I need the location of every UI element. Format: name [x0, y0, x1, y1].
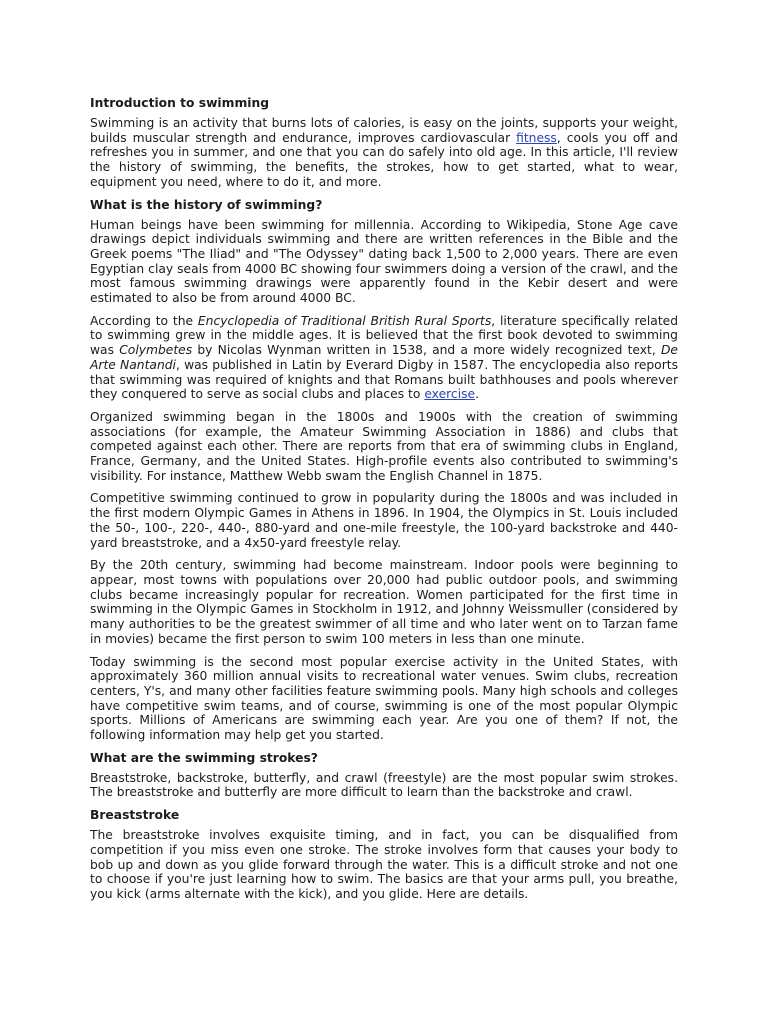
- history-2-text-3: by Nicolas Wynman written in 1538, and a more widely recognized text,: [192, 343, 661, 358]
- fitness-link[interactable]: fitness: [516, 130, 557, 145]
- heading-history: What is the history of swimming?: [90, 197, 323, 212]
- heading-swimming-strokes: What are the swimming strokes?: [90, 750, 318, 765]
- heading-breaststroke: Breaststroke: [90, 808, 180, 823]
- paragraph-history-4: Competitive swimming continued to grow in popularity during the 1800s and was included in the first modern Olympic Games in Athens in 1896. In 1904, the Olympics in St. Louis included the 50-, 100-, 220-, 440-, 880-yard and one-mile freestyle, the 100-yard backstroke and 440-yard breaststroke, and a 4x50-yard freestyle relay.: [90, 491, 678, 550]
- paragraph-history-1: Human beings have been swimming for millennia. According to Wikipedia, Stone Age cave drawings depict individuals swimming and there are written references in the Bible and the Greek poems "The Iliad" and "The Odyssey" dating back 1,500 to 2,000 years. There are even Egyptian clay seals from 4000 BC showing four swimmers doing a version of the crawl, and the most famous swimming drawings were apparently found in the Kebir desert and were estimated to also be from around 4000 BC.: [90, 217, 678, 306]
- history-2-text-1: According to the: [90, 313, 198, 328]
- exercise-link[interactable]: exercise: [424, 387, 476, 402]
- paragraph-breaststroke-1: The breaststroke involves exquisite timing, and in fact, you can be disqualified from competition if you miss even one stroke. The stroke involves form that causes your body to bob up and down as you glide forward through the water. This is a difficult stroke and not one to choose if you're just learning how to swim. The basics are that your arms pull, you breathe, you kick (arms alternate with the kick), and you glide. Here are details.: [90, 828, 678, 901]
- paragraph-history-3: Organized swimming began in the 1800s and 1900s with the creation of swimming associations (for example, the Amateur Swimming Association in 1886) and clubs that competed against each other. There are reports from that era of swimming clubs in England, France, Germany, and the United States. High-profile events also contributed to swimming's visibility. For instance, Matthew Webb swam the English Channel in 1875.: [90, 409, 678, 483]
- heading-introduction: Introduction to swimming: [90, 96, 270, 110]
- paragraph-history-5: By the 20th century, swimming had become mainstream. Indoor pools were beginning to appear, most towns with populations over 20,000 had public outdoor pools, and swimming clubs became increasingly popular for recreation. Women participated for the first time in swimming in the Olympic Games in Stockholm in 1912, and Johnny Weissmuller (considered by many authorities to be the greatest swimmer of all time and who later went on to Tarzan fame in movies) became the first person to swim 100 meters in less than one minute.: [90, 558, 678, 646]
- paragraph-strokes-1: Breaststroke, backstroke, butterfly, and crawl (freestyle) are the most popular swim strokes. The breaststroke and butterfly are more difficult to learn than the backstroke and crawl.: [90, 770, 678, 800]
- intro-text-before-link: Swimming is an activity that burns lots of calories, is easy on the joints, supports your weight, builds muscular strength and endurance, improves cardiovascular: [90, 116, 678, 145]
- intro-text-after-link: , cools you off and refreshes you in summer, and one that you can do safely into old age. In this article, I'll review the history of swimming, the benefits, the strokes, how to get started, what to wear, equipment you need, where to do it, and more.: [90, 130, 678, 189]
- history-2-text-4: , was published in Latin by Everard Digby in 1587. The encyclopedia also reports that swimming was required of knights and that Romans built bathhouses and pools wherever they conquered to serve as social clubs and places to: [90, 357, 678, 402]
- colymbetes-title: Colymbetes: [119, 343, 193, 358]
- paragraph-history-2: [90, 314, 678, 402]
- de-arte-nantandi-title: De Arte Nantandi: [90, 343, 678, 372]
- history-2-text-5: .: [475, 387, 479, 402]
- paragraph-intro: [90, 116, 678, 190]
- paragraph-history-6: Today swimming is the second most popular exercise activity in the United States, with approximately 360 million annual visits to recreational water venues. Swim clubs, recreation centers, Y's, and many other facilities feature swimming pools. Many high schools and colleges have competitive swim teams, and of course, swimming is one of the most popular Olympic sports. Millions of Americans are swimming each year. Are you one of them? If not, the following information may help get you started.: [90, 654, 678, 743]
- article-body: [90, 92, 678, 910]
- history-2-text-2: , literature specifically related to swimming grew in the middle ages. It is believed that the first book devoted to swimming was: [90, 313, 679, 358]
- encyclopedia-title: Encyclopedia of Traditional British Rural Sports: [197, 313, 492, 328]
